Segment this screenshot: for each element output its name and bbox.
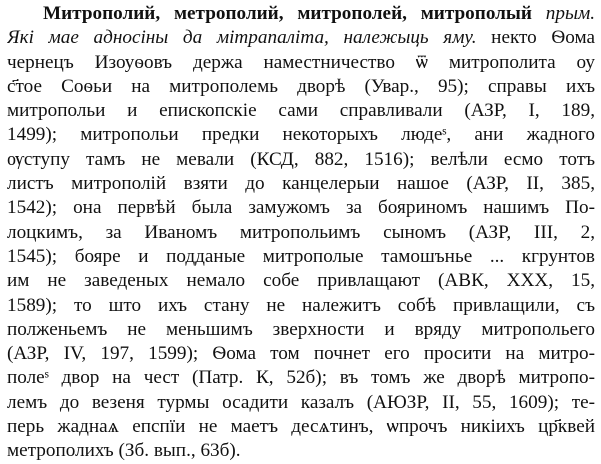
headword: Митрополий, метрополий, митрополей, митрополый bbox=[43, 3, 532, 24]
entry-line-19: метрополихъ (Зб. вып., 63б). bbox=[7, 440, 241, 462]
entry-line-15: (АЗР, ІV, 197, 1599); Ѳома том почнет его просити на митро- bbox=[7, 343, 595, 365]
entry-line-7: ѹступу тамъ не мевали (КСД, 882, 1516); велѣли есмо тотъ bbox=[7, 148, 595, 170]
definition-gloss: Які мае адносіны да мітрапаліта, належыць яму. bbox=[7, 27, 477, 49]
entry-line-14: полженьемъ не меньшимъ зверхности и вряду митропольего bbox=[7, 318, 595, 340]
entry-line-13: 1589); то што ихъ стану не належитъ собѣ привлащили, съ bbox=[7, 294, 595, 316]
entry-line-10: лоцкимъ, за Иваномъ митропольимъ сыномъ (АЗР, ІІІ, 2, bbox=[7, 221, 595, 243]
entry-line-1 bbox=[7, 2, 595, 26]
entry-line-2 bbox=[7, 26, 595, 50]
entry-line-12: им не заведеных немало собе привлащают (АВК, ХХХ, 15, bbox=[7, 270, 595, 292]
entry-line-16: полеˢ двор на чест (Патр. К, 52б); въ томъ же дворѣ митропо- bbox=[7, 367, 595, 389]
entry-line-4: с҃тое Соѳьи на митрополемь дворѣ (Увар., 95); справы ихъ bbox=[7, 75, 595, 97]
entry-line-3: чернецъ Изоуѳовъ держа наместничество ѿ митрополита оу bbox=[7, 51, 595, 73]
entry-line-17: лемъ до везеня турмы осадити казалъ (АЮЗР, ІІ, 55, 1609); те- bbox=[7, 391, 595, 413]
citation-start: некто Ѳома bbox=[476, 27, 595, 49]
entry-line-18: перь жаднаѧ епспїи не маетъ десѧтинъ, ѡпрочъ никіихъ цр҃квей bbox=[7, 416, 595, 438]
entry-line-6: 1499); митропольи предки некоторыхъ людеˢ, ани жадного bbox=[7, 124, 595, 146]
entry-line-11: 1545); бояре и подданые митрополые тамошънье ... кгрунтов bbox=[7, 245, 595, 267]
part-of-speech: прым. bbox=[545, 3, 595, 24]
entry-line-8: листъ митрополій взяти до канцелерыи нашое (АЗР, ІІ, 385, bbox=[7, 173, 595, 195]
entry-line-5: митропольи и епископскіе сами справливали (АЗР, І, 189, bbox=[7, 100, 595, 122]
dictionary-entry bbox=[7, 2, 595, 464]
entry-line-9: 1542); она первѣй была замужомъ за бояриномъ нашимъ По- bbox=[7, 197, 595, 219]
